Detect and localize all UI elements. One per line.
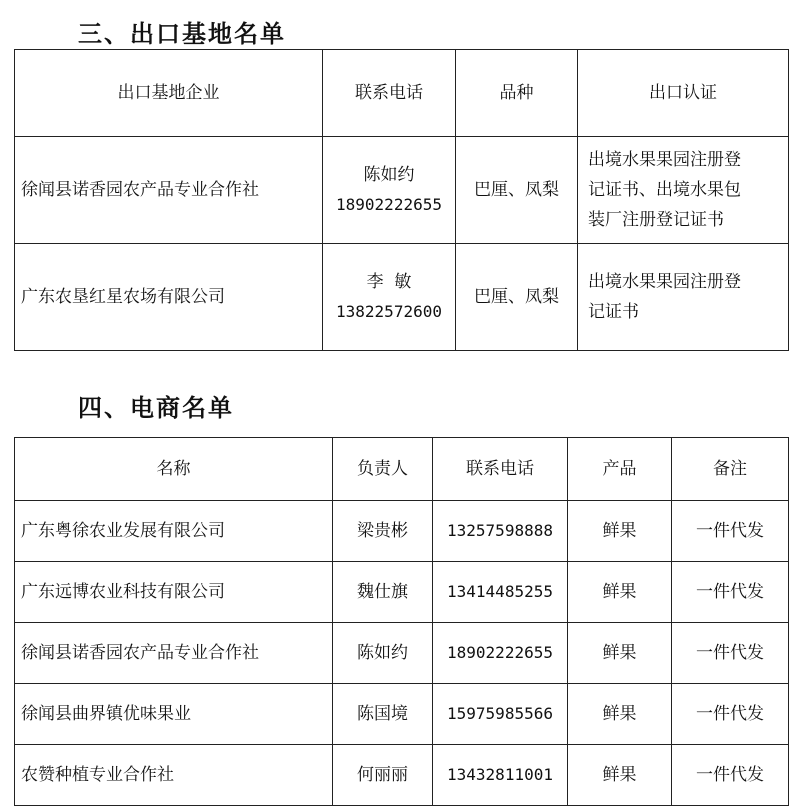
- phone-cell: 13432811001: [433, 745, 568, 806]
- product-cell: 鲜果: [568, 745, 672, 806]
- cert-line: 记证书、出境水果包: [588, 180, 741, 200]
- product-cell: 鲜果: [568, 501, 672, 562]
- name-cell: 广东远博农业科技有限公司: [15, 562, 333, 623]
- cert-cell: [578, 137, 789, 244]
- contact-cell: [323, 137, 456, 244]
- name-cell: 徐闻县曲界镇优味果业: [15, 684, 333, 745]
- contact-phone: 13822572600: [336, 302, 442, 321]
- table-header-row: [15, 50, 789, 137]
- cert-line: 记证书: [588, 302, 639, 322]
- table-row: [15, 137, 789, 244]
- header-note: 备注: [672, 438, 789, 501]
- header-name: 名称: [15, 438, 333, 501]
- header-company: 出口基地企业: [15, 50, 323, 137]
- note-cell: 一件代发: [672, 562, 789, 623]
- note-cell: 一件代发: [672, 501, 789, 562]
- cert-cell: [578, 244, 789, 351]
- header-phone: 联系电话: [433, 438, 568, 501]
- cert-line: 装厂注册登记证书: [588, 210, 724, 230]
- header-cert: 出口认证: [578, 50, 789, 137]
- person-cell: 陈国境: [333, 684, 433, 745]
- contact-cell: [323, 244, 456, 351]
- table-row: [15, 745, 789, 806]
- contact-name: 陈如约: [363, 165, 415, 185]
- name-cell: 农赞种植专业合作社: [15, 745, 333, 806]
- header-product: 产品: [568, 438, 672, 501]
- cert-line: 出境水果果园注册登: [588, 272, 741, 292]
- phone-cell: 13257598888: [433, 501, 568, 562]
- phone-cell: 15975985566: [433, 684, 568, 745]
- note-cell: 一件代发: [672, 745, 789, 806]
- table-row: [15, 684, 789, 745]
- export-base-table: [14, 49, 789, 351]
- note-cell: 一件代发: [672, 623, 789, 684]
- company-cell: 广东农垦红星农场有限公司: [15, 244, 323, 351]
- header-variety: 品种: [456, 50, 578, 137]
- person-cell: 陈如约: [333, 623, 433, 684]
- ecommerce-table: [14, 437, 789, 806]
- person-cell: 何丽丽: [333, 745, 433, 806]
- header-person: 负责人: [333, 438, 433, 501]
- table-row: [15, 244, 789, 351]
- table-row: [15, 501, 789, 562]
- cert-line: 出境水果果园注册登: [588, 150, 741, 170]
- person-cell: 梁贵彬: [333, 501, 433, 562]
- section-3-title: 三、出口基地名单: [78, 20, 286, 48]
- section-4-title: 四、电商名单: [78, 394, 234, 422]
- product-cell: 鲜果: [568, 623, 672, 684]
- variety-cell: 巴厘、凤梨: [456, 244, 578, 351]
- name-cell: 广东粤徐农业发展有限公司: [15, 501, 333, 562]
- contact-name: 李 敏: [366, 272, 412, 292]
- contact-phone: 18902222655: [336, 195, 442, 214]
- product-cell: 鲜果: [568, 562, 672, 623]
- note-cell: 一件代发: [672, 684, 789, 745]
- table-row: [15, 562, 789, 623]
- product-cell: 鲜果: [568, 684, 672, 745]
- variety-cell: 巴厘、凤梨: [456, 137, 578, 244]
- header-phone: 联系电话: [323, 50, 456, 137]
- phone-cell: 13414485255: [433, 562, 568, 623]
- table-header-row: [15, 438, 789, 501]
- company-cell: 徐闻县诺香园农产品专业合作社: [15, 137, 323, 244]
- table-row: [15, 623, 789, 684]
- name-cell: 徐闻县诺香园农产品专业合作社: [15, 623, 333, 684]
- phone-cell: 18902222655: [433, 623, 568, 684]
- person-cell: 魏仕旗: [333, 562, 433, 623]
